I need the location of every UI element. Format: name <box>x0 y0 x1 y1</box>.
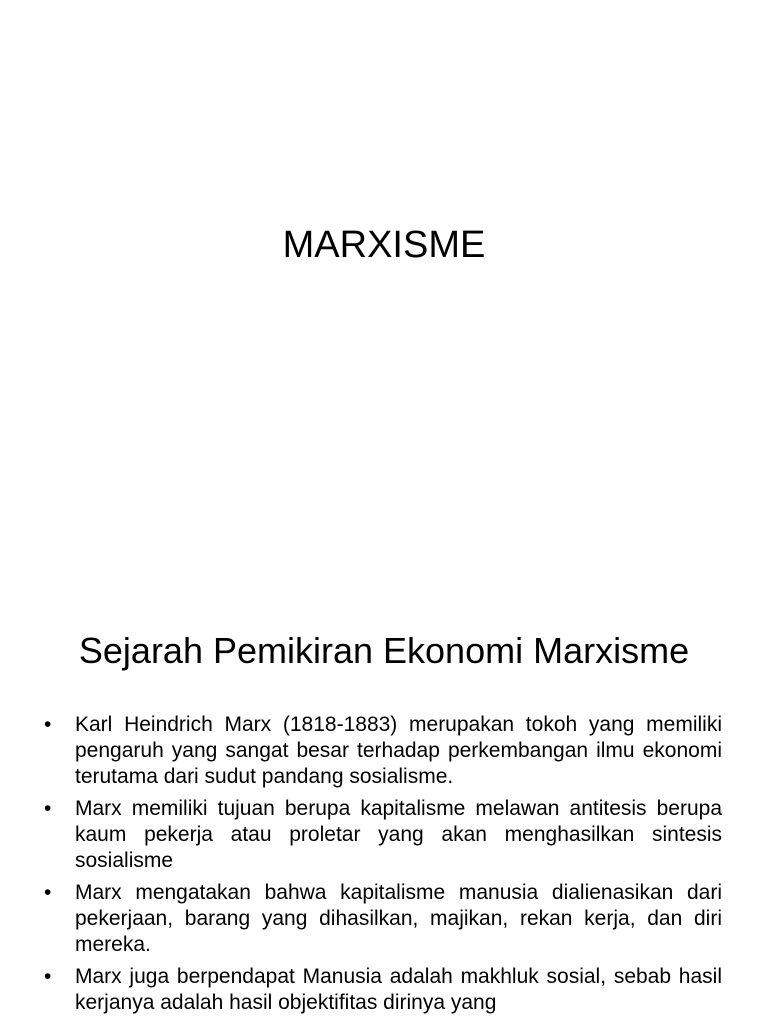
content-slide <box>0 576 768 1024</box>
slide-title: MARXISME <box>282 224 486 266</box>
bullet-list <box>44 712 722 1022</box>
bullet-item: • Marx juga berpendapat Manusia adalah makhluk sosial, sebab hasil kerjanya adalah hasil objektifitas dirinya yang <box>44 964 722 1016</box>
bullet-item: • Marx memiliki tujuan berupa kapitalisme melawan antitesis berupa kaum pekerja atau proletar yang akan menghasilkan sintesis sosialisme <box>44 796 722 874</box>
bullet-item: • Marx mengatakan bahwa kapitalisme manusia dialienasikan dari pekerjaan, barang yang dihasilkan, majikan, rekan kerja, dan diri mereka. <box>44 880 722 958</box>
slide-heading: Sejarah Pemikiran Ekonomi Marxisme <box>78 630 690 671</box>
bullet-item: • Karl Heindrich Marx (1818-1883) merupakan tokoh yang memiliki pengaruh yang sangat besar terhadap perkembangan ilmu ekonomi terutama dari sudut pandang sosialisme. <box>44 712 722 790</box>
